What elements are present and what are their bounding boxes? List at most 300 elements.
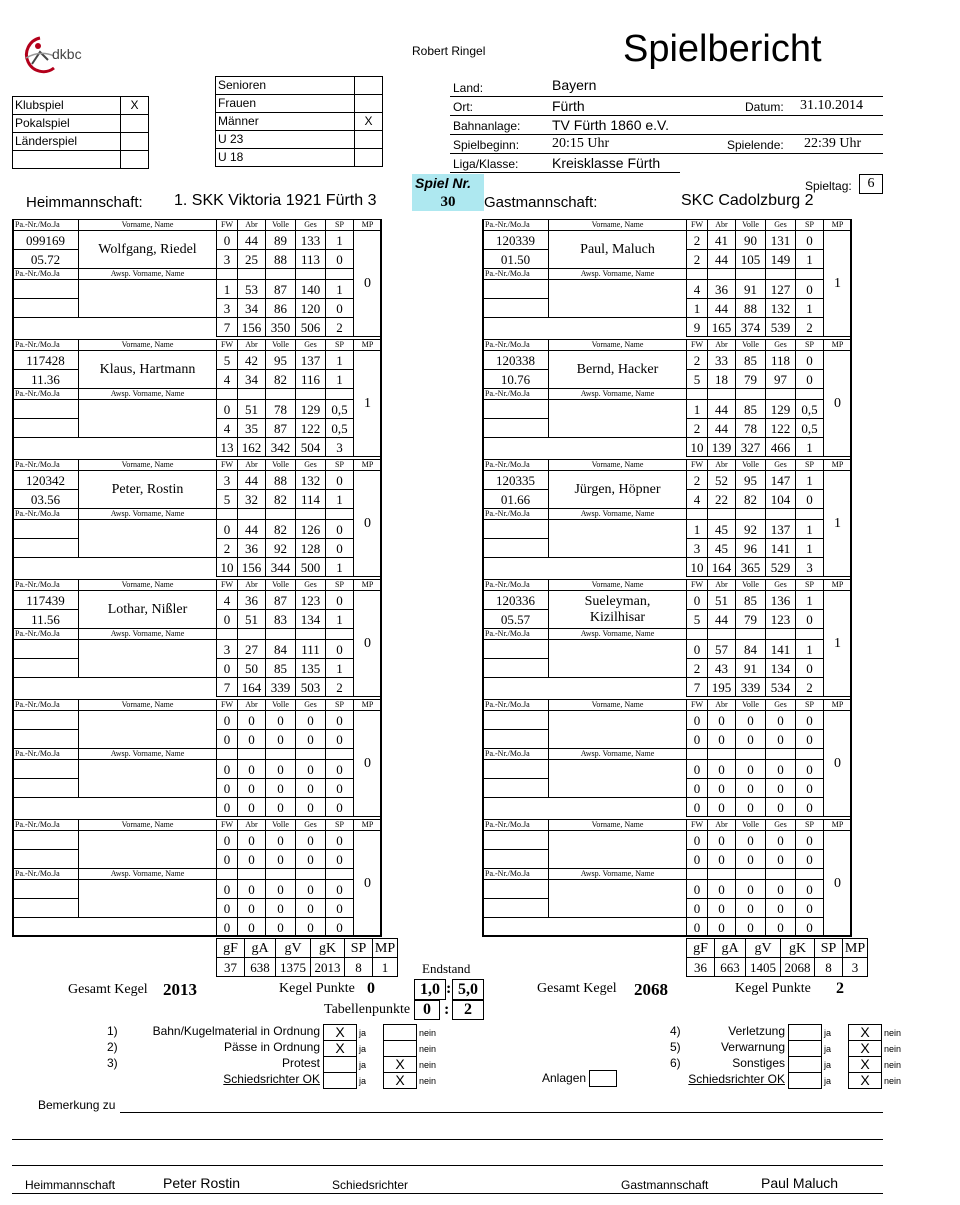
score-cell[interactable]: 0 [296, 831, 326, 850]
score-cell[interactable]: 0 [217, 231, 238, 250]
score-cell[interactable]: 0 [708, 711, 736, 730]
score-cell[interactable]: 45 [708, 520, 736, 539]
awsp-date[interactable] [13, 899, 79, 918]
check-nein-box[interactable]: X [848, 1072, 882, 1089]
score-cell[interactable]: 1 [326, 351, 354, 370]
score-cell[interactable]: 1 [687, 520, 708, 539]
awsp-date[interactable] [483, 539, 549, 558]
awsp-date[interactable] [13, 779, 79, 798]
score-cell[interactable]: 116 [296, 370, 326, 389]
score-cell[interactable]: 36 [238, 539, 266, 558]
category-checkbox[interactable] [355, 149, 383, 167]
awsp-name[interactable] [79, 520, 217, 558]
score-cell[interactable]: 3 [217, 250, 238, 269]
score-cell[interactable]: 1 [217, 280, 238, 299]
awsp-name[interactable] [79, 760, 217, 798]
score-cell[interactable]: 0 [687, 591, 708, 610]
birth-date[interactable]: 01.66 [483, 490, 549, 509]
score-cell[interactable]: 1 [326, 490, 354, 509]
score-cell[interactable]: 35 [238, 419, 266, 438]
score-cell[interactable]: 0,5 [326, 419, 354, 438]
score-cell[interactable]: 51 [238, 610, 266, 629]
score-cell[interactable]: 0 [326, 539, 354, 558]
score-cell[interactable]: 0 [326, 850, 354, 869]
score-cell[interactable]: 88 [266, 250, 296, 269]
score-cell[interactable]: 0 [217, 520, 238, 539]
birth-date[interactable] [483, 850, 549, 869]
score-cell[interactable]: 0 [326, 779, 354, 798]
pass-nr[interactable]: 120336 [483, 591, 549, 610]
score-cell[interactable]: 129 [766, 400, 796, 419]
score-cell[interactable]: 95 [266, 351, 296, 370]
score-cell[interactable]: 113 [296, 250, 326, 269]
score-cell[interactable]: 0 [326, 471, 354, 490]
anlagen-box[interactable] [589, 1070, 617, 1087]
score-cell[interactable]: 0 [217, 779, 238, 798]
awsp-nr[interactable] [483, 880, 549, 899]
awsp-name[interactable] [79, 880, 217, 918]
score-cell[interactable]: 122 [766, 419, 796, 438]
score-cell[interactable]: 0 [217, 730, 238, 749]
score-cell[interactable]: 0 [326, 250, 354, 269]
check-ja-box[interactable]: X [323, 1040, 357, 1057]
score-cell[interactable]: 0 [326, 899, 354, 918]
score-cell[interactable]: 2 [687, 250, 708, 269]
pass-nr[interactable]: 120338 [483, 351, 549, 370]
score-cell[interactable]: 0 [326, 760, 354, 779]
game_type-checkbox[interactable] [121, 151, 149, 169]
score-cell[interactable]: 4 [217, 419, 238, 438]
score-cell[interactable]: 0 [266, 850, 296, 869]
score-cell[interactable]: 114 [296, 490, 326, 509]
score-cell[interactable]: 0 [708, 850, 736, 869]
birth-date[interactable] [13, 850, 79, 869]
score-cell[interactable]: 1 [796, 640, 824, 659]
player-name[interactable] [79, 471, 217, 509]
score-cell[interactable]: 0 [796, 610, 824, 629]
score-cell[interactable]: 149 [766, 250, 796, 269]
score-cell[interactable]: 82 [736, 490, 766, 509]
check-nein-box[interactable] [383, 1024, 417, 1041]
score-cell[interactable]: 0 [796, 779, 824, 798]
score-cell[interactable]: 0 [238, 899, 266, 918]
score-cell[interactable]: 141 [766, 640, 796, 659]
score-cell[interactable]: 84 [266, 640, 296, 659]
score-cell[interactable]: 0 [796, 280, 824, 299]
score-cell[interactable]: 82 [266, 520, 296, 539]
awsp-date[interactable] [13, 659, 79, 678]
player-name[interactable] [549, 711, 687, 749]
pass-nr[interactable] [13, 831, 79, 850]
score-cell[interactable]: 0 [796, 659, 824, 678]
mp-cell[interactable]: 1 [354, 351, 382, 457]
score-cell[interactable]: 0 [766, 831, 796, 850]
score-cell[interactable]: 137 [766, 520, 796, 539]
check-nein-box[interactable] [383, 1040, 417, 1057]
score-cell[interactable]: 0 [796, 760, 824, 779]
score-cell[interactable]: 122 [296, 419, 326, 438]
check-ja-box[interactable] [788, 1024, 822, 1041]
awsp-date[interactable] [483, 299, 549, 318]
score-cell[interactable]: 87 [266, 591, 296, 610]
score-cell[interactable]: 0 [238, 850, 266, 869]
score-cell[interactable]: 51 [708, 591, 736, 610]
score-cell[interactable]: 1 [687, 299, 708, 318]
score-cell[interactable]: 0 [796, 370, 824, 389]
score-cell[interactable]: 0 [687, 880, 708, 899]
score-cell[interactable]: 0 [326, 520, 354, 539]
score-cell[interactable]: 5 [687, 610, 708, 629]
awsp-nr[interactable] [13, 640, 79, 659]
score-cell[interactable]: 0 [217, 831, 238, 850]
score-cell[interactable]: 92 [266, 539, 296, 558]
score-cell[interactable]: 22 [708, 490, 736, 509]
score-cell[interactable]: 2 [687, 659, 708, 678]
mp-cell[interactable]: 1 [824, 591, 852, 697]
score-cell[interactable]: 1 [326, 280, 354, 299]
score-cell[interactable]: 0 [796, 730, 824, 749]
score-cell[interactable]: 42 [238, 351, 266, 370]
score-cell[interactable]: 2 [687, 231, 708, 250]
score-cell[interactable]: 44 [708, 250, 736, 269]
score-cell[interactable]: 4 [217, 370, 238, 389]
birth-date[interactable]: 01.50 [483, 250, 549, 269]
awsp-name[interactable] [79, 400, 217, 438]
birth-date[interactable] [483, 730, 549, 749]
score-cell[interactable]: 0 [766, 779, 796, 798]
score-cell[interactable]: 0 [708, 880, 736, 899]
score-cell[interactable]: 0 [766, 899, 796, 918]
score-cell[interactable]: 1 [796, 539, 824, 558]
score-cell[interactable]: 0 [687, 711, 708, 730]
score-cell[interactable]: 85 [736, 351, 766, 370]
score-cell[interactable]: 0 [238, 711, 266, 730]
game_type-checkbox[interactable] [121, 133, 149, 151]
score-cell[interactable]: 0 [736, 880, 766, 899]
awsp-nr[interactable] [483, 640, 549, 659]
score-cell[interactable]: 0,5 [796, 400, 824, 419]
score-cell[interactable]: 92 [736, 520, 766, 539]
mp-cell[interactable]: 0 [354, 591, 382, 697]
awsp-nr[interactable] [13, 760, 79, 779]
score-cell[interactable]: 0 [296, 880, 326, 899]
awsp-nr[interactable] [483, 280, 549, 299]
score-cell[interactable]: 0 [266, 711, 296, 730]
score-cell[interactable]: 3 [217, 299, 238, 318]
score-cell[interactable]: 147 [766, 471, 796, 490]
awsp-name[interactable] [549, 640, 687, 678]
score-cell[interactable]: 82 [266, 370, 296, 389]
score-cell[interactable]: 79 [736, 370, 766, 389]
score-cell[interactable]: 0 [796, 490, 824, 509]
awsp-nr[interactable] [13, 520, 79, 539]
mp-cell[interactable]: 0 [354, 231, 382, 337]
pass-nr[interactable] [483, 711, 549, 730]
score-cell[interactable]: 0 [217, 850, 238, 869]
birth-date[interactable] [13, 730, 79, 749]
score-cell[interactable]: 41 [708, 231, 736, 250]
score-cell[interactable]: 0 [238, 730, 266, 749]
mp-cell[interactable]: 0 [354, 831, 382, 937]
score-cell[interactable]: 0 [296, 730, 326, 749]
score-cell[interactable]: 87 [266, 280, 296, 299]
score-cell[interactable]: 0 [766, 760, 796, 779]
score-cell[interactable]: 34 [238, 299, 266, 318]
score-cell[interactable]: 0 [266, 760, 296, 779]
score-cell[interactable]: 0 [217, 880, 238, 899]
score-cell[interactable]: 52 [708, 471, 736, 490]
score-cell[interactable]: 57 [708, 640, 736, 659]
awsp-name[interactable] [549, 280, 687, 318]
score-cell[interactable]: 0 [266, 880, 296, 899]
score-cell[interactable]: 0 [217, 400, 238, 419]
check-ja-box[interactable] [323, 1056, 357, 1073]
awsp-nr[interactable] [483, 520, 549, 539]
score-cell[interactable]: 3 [217, 471, 238, 490]
score-cell[interactable]: 84 [736, 640, 766, 659]
score-cell[interactable]: 0 [326, 299, 354, 318]
score-cell[interactable]: 0 [736, 760, 766, 779]
player-name[interactable] [79, 831, 217, 869]
player-name[interactable] [79, 231, 217, 269]
score-cell[interactable]: 1 [796, 520, 824, 539]
score-cell[interactable]: 0 [217, 760, 238, 779]
score-cell[interactable]: 25 [238, 250, 266, 269]
score-cell[interactable]: 4 [687, 490, 708, 509]
score-cell[interactable]: 0 [736, 730, 766, 749]
check-ja-box[interactable] [323, 1072, 357, 1089]
score-cell[interactable]: 2 [687, 471, 708, 490]
score-cell[interactable]: 0 [736, 899, 766, 918]
score-cell[interactable]: 3 [687, 539, 708, 558]
awsp-name[interactable] [549, 520, 687, 558]
score-cell[interactable]: 44 [708, 400, 736, 419]
check-ja-box[interactable] [788, 1056, 822, 1073]
mp-cell[interactable]: 0 [354, 471, 382, 577]
player-name[interactable] [549, 231, 687, 269]
check-nein-box[interactable]: X [383, 1072, 417, 1089]
score-cell[interactable]: 126 [296, 520, 326, 539]
score-cell[interactable]: 0 [708, 779, 736, 798]
score-cell[interactable]: 44 [238, 471, 266, 490]
score-cell[interactable]: 0 [217, 659, 238, 678]
awsp-date[interactable] [13, 299, 79, 318]
score-cell[interactable]: 134 [296, 610, 326, 629]
score-cell[interactable]: 91 [736, 659, 766, 678]
score-cell[interactable]: 51 [238, 400, 266, 419]
player-name[interactable] [549, 351, 687, 389]
awsp-name[interactable] [79, 280, 217, 318]
score-cell[interactable]: 0 [796, 831, 824, 850]
score-cell[interactable]: 44 [708, 610, 736, 629]
score-cell[interactable]: 136 [766, 591, 796, 610]
score-cell[interactable]: 137 [296, 351, 326, 370]
score-cell[interactable]: 111 [296, 640, 326, 659]
score-cell[interactable]: 0 [326, 831, 354, 850]
player-name[interactable] [549, 831, 687, 869]
score-cell[interactable]: 0 [687, 779, 708, 798]
score-cell[interactable]: 0 [766, 850, 796, 869]
check-nein-box[interactable]: X [848, 1024, 882, 1041]
score-cell[interactable]: 0 [708, 760, 736, 779]
pass-nr[interactable]: 117439 [13, 591, 79, 610]
score-cell[interactable]: 0 [796, 880, 824, 899]
score-cell[interactable]: 33 [708, 351, 736, 370]
score-cell[interactable]: 36 [238, 591, 266, 610]
score-cell[interactable]: 0 [687, 850, 708, 869]
category-checkbox[interactable] [355, 131, 383, 149]
score-cell[interactable]: 44 [708, 419, 736, 438]
score-cell[interactable]: 1 [796, 250, 824, 269]
score-cell[interactable]: 88 [266, 471, 296, 490]
score-cell[interactable]: 0 [326, 730, 354, 749]
score-cell[interactable]: 0 [708, 831, 736, 850]
score-cell[interactable]: 133 [296, 231, 326, 250]
score-cell[interactable]: 0 [296, 760, 326, 779]
score-cell[interactable]: 123 [296, 591, 326, 610]
game_type-checkbox[interactable]: X [121, 97, 149, 115]
score-cell[interactable]: 1 [796, 299, 824, 318]
awsp-name[interactable] [549, 760, 687, 798]
score-cell[interactable]: 27 [238, 640, 266, 659]
mp-cell[interactable]: 0 [824, 831, 852, 937]
score-cell[interactable]: 1 [326, 231, 354, 250]
pass-nr[interactable]: 120335 [483, 471, 549, 490]
score-cell[interactable]: 34 [238, 370, 266, 389]
awsp-name[interactable] [79, 640, 217, 678]
score-cell[interactable]: 88 [736, 299, 766, 318]
score-cell[interactable]: 2 [687, 351, 708, 370]
score-cell[interactable]: 104 [766, 490, 796, 509]
awsp-date[interactable] [483, 419, 549, 438]
score-cell[interactable]: 0 [266, 899, 296, 918]
score-cell[interactable]: 0 [326, 640, 354, 659]
awsp-date[interactable] [13, 539, 79, 558]
category-checkbox[interactable] [355, 77, 383, 95]
score-cell[interactable]: 78 [736, 419, 766, 438]
mp-cell[interactable]: 0 [824, 711, 852, 817]
score-cell[interactable]: 0 [766, 711, 796, 730]
pass-nr[interactable] [483, 831, 549, 850]
category-checkbox[interactable] [355, 95, 383, 113]
score-cell[interactable]: 129 [296, 400, 326, 419]
score-cell[interactable]: 44 [238, 520, 266, 539]
mp-cell[interactable]: 1 [824, 231, 852, 337]
pass-nr[interactable]: 099169 [13, 231, 79, 250]
score-cell[interactable]: 78 [266, 400, 296, 419]
score-cell[interactable]: 0 [238, 779, 266, 798]
awsp-date[interactable] [483, 779, 549, 798]
score-cell[interactable]: 0 [708, 899, 736, 918]
birth-date[interactable]: 11.56 [13, 610, 79, 629]
score-cell[interactable]: 0 [687, 831, 708, 850]
score-cell[interactable]: 2 [217, 539, 238, 558]
check-nein-box[interactable]: X [848, 1056, 882, 1073]
check-nein-box[interactable]: X [848, 1040, 882, 1057]
score-cell[interactable]: 5 [687, 370, 708, 389]
score-cell[interactable]: 5 [217, 490, 238, 509]
awsp-date[interactable] [483, 899, 549, 918]
check-ja-box[interactable]: X [323, 1024, 357, 1041]
player-name[interactable] [79, 591, 217, 629]
score-cell[interactable]: 0,5 [796, 419, 824, 438]
score-cell[interactable]: 0 [736, 831, 766, 850]
birth-date[interactable]: 11.36 [13, 370, 79, 389]
score-cell[interactable]: 0 [266, 730, 296, 749]
score-cell[interactable]: 120 [296, 299, 326, 318]
score-cell[interactable]: 90 [736, 231, 766, 250]
score-cell[interactable]: 131 [766, 231, 796, 250]
birth-date[interactable]: 05.72 [13, 250, 79, 269]
mp-cell[interactable]: 0 [354, 711, 382, 817]
pass-nr[interactable]: 120342 [13, 471, 79, 490]
awsp-name[interactable] [549, 400, 687, 438]
score-cell[interactable]: 0 [296, 711, 326, 730]
score-cell[interactable]: 96 [736, 539, 766, 558]
score-cell[interactable]: 44 [708, 299, 736, 318]
score-cell[interactable]: 0 [238, 831, 266, 850]
score-cell[interactable]: 0 [687, 730, 708, 749]
pass-nr[interactable]: 117428 [13, 351, 79, 370]
score-cell[interactable]: 0 [687, 899, 708, 918]
awsp-name[interactable] [549, 880, 687, 918]
score-cell[interactable]: 0 [266, 779, 296, 798]
player-name[interactable] [549, 471, 687, 509]
score-cell[interactable]: 86 [266, 299, 296, 318]
category-checkbox[interactable]: X [355, 113, 383, 131]
score-cell[interactable]: 0 [217, 610, 238, 629]
score-cell[interactable]: 0 [708, 730, 736, 749]
score-cell[interactable]: 1 [326, 610, 354, 629]
score-cell[interactable]: 0 [238, 880, 266, 899]
check-nein-box[interactable]: X [383, 1056, 417, 1073]
awsp-date[interactable] [483, 659, 549, 678]
score-cell[interactable]: 0 [238, 760, 266, 779]
score-cell[interactable]: 135 [296, 659, 326, 678]
score-cell[interactable]: 1 [326, 370, 354, 389]
score-cell[interactable]: 1 [796, 591, 824, 610]
player-name[interactable] [79, 351, 217, 389]
score-cell[interactable]: 50 [238, 659, 266, 678]
score-cell[interactable]: 95 [736, 471, 766, 490]
score-cell[interactable]: 36 [708, 280, 736, 299]
score-cell[interactable]: 87 [266, 419, 296, 438]
score-cell[interactable]: 0 [796, 351, 824, 370]
score-cell[interactable]: 91 [736, 280, 766, 299]
score-cell[interactable]: 0 [796, 711, 824, 730]
mp-cell[interactable]: 1 [824, 471, 852, 577]
score-cell[interactable]: 0 [326, 711, 354, 730]
mp-cell[interactable]: 0 [824, 351, 852, 457]
score-cell[interactable]: 0 [217, 711, 238, 730]
score-cell[interactable]: 0 [766, 730, 796, 749]
player-name[interactable] [79, 711, 217, 749]
score-cell[interactable]: 0 [296, 899, 326, 918]
awsp-nr[interactable] [483, 760, 549, 779]
pass-nr[interactable] [13, 711, 79, 730]
score-cell[interactable]: 105 [736, 250, 766, 269]
check-ja-box[interactable] [788, 1072, 822, 1089]
awsp-nr[interactable] [13, 280, 79, 299]
score-cell[interactable]: 82 [266, 490, 296, 509]
score-cell[interactable]: 18 [708, 370, 736, 389]
score-cell[interactable]: 85 [266, 659, 296, 678]
awsp-nr[interactable] [13, 400, 79, 419]
score-cell[interactable]: 1 [687, 400, 708, 419]
score-cell[interactable]: 0 [296, 779, 326, 798]
score-cell[interactable]: 0 [217, 899, 238, 918]
score-cell[interactable]: 43 [708, 659, 736, 678]
